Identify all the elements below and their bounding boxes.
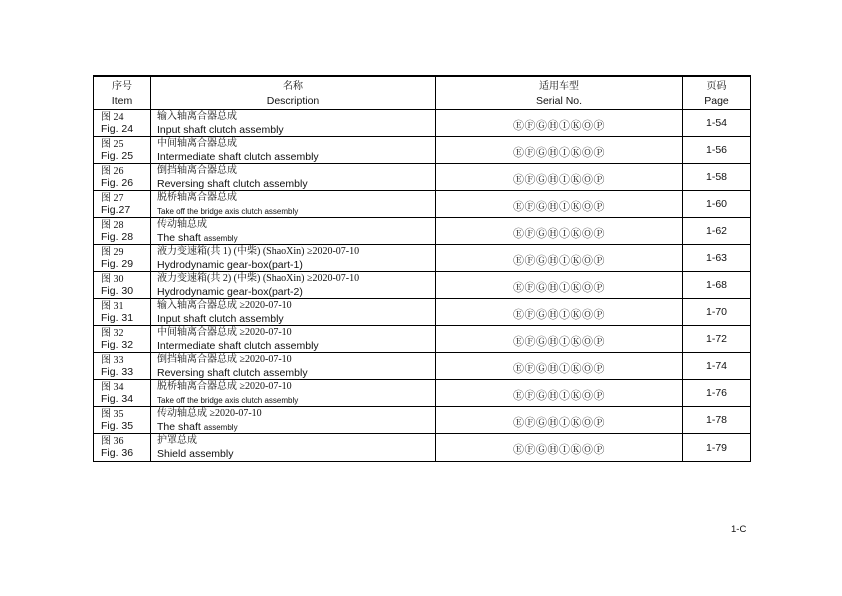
index-table xyxy=(93,75,751,462)
description-cell xyxy=(151,245,436,272)
item-cell xyxy=(94,380,151,407)
description-cell xyxy=(151,434,436,461)
serial-cell xyxy=(436,191,683,218)
serial-cell xyxy=(436,137,683,164)
description-en-line xyxy=(157,421,435,434)
serial-codes: ⒺⒻⒼⒽⒾⓀⓄⓅ xyxy=(513,118,605,132)
description-en-line xyxy=(157,124,435,137)
item-number-zh: 图 32 xyxy=(101,328,124,339)
item-cell xyxy=(94,110,151,137)
item-number-en: Fig. 31 xyxy=(101,311,134,324)
page-cell xyxy=(683,299,750,326)
description-en: Intermediate shaft clutch assembly xyxy=(157,340,319,352)
serial-codes: ⒺⒻⒼⒽⒾⓀⓄⓅ xyxy=(513,388,605,402)
item-number-zh: 图 27 xyxy=(101,193,124,204)
item-number-zh: 图 35 xyxy=(101,409,124,420)
item-number-zh: 图 25 xyxy=(101,139,124,150)
serial-cell xyxy=(436,326,683,353)
description-en: Hydrodynamic gear-box(part-2) xyxy=(157,286,303,298)
serial-cell xyxy=(436,353,683,380)
item-cell xyxy=(94,272,151,299)
item-cell xyxy=(94,299,151,326)
page-number: 1-74 xyxy=(705,360,727,372)
serial-codes: ⒺⒻⒼⒽⒾⓀⓄⓅ xyxy=(513,334,605,348)
page-number: 1-63 xyxy=(705,252,727,264)
page-cell xyxy=(683,164,750,191)
description-zh: 输入轴离合器总成 xyxy=(157,111,237,122)
description-cell xyxy=(151,191,436,218)
description-zh: 传动轴总成 xyxy=(157,219,207,230)
item-number-zh: 图 26 xyxy=(101,166,124,177)
serial-cell xyxy=(436,272,683,299)
description-en-line xyxy=(157,205,435,218)
item-number-zh: 图 28 xyxy=(101,220,124,231)
description-en-line xyxy=(157,232,435,245)
page-number: 1-70 xyxy=(705,306,727,318)
description-zh: 中间轴离合器总成 xyxy=(157,138,237,149)
serial-cell xyxy=(436,164,683,191)
description-en: Input shaft clutch assembly xyxy=(157,124,284,136)
description-en: Reversing shaft clutch assembly xyxy=(157,178,308,190)
item-cell xyxy=(94,326,151,353)
item-number-en: Fig. 24 xyxy=(101,122,134,135)
description-cell xyxy=(151,407,436,434)
item-cell xyxy=(94,245,151,272)
description-en: The shaft xyxy=(157,232,201,244)
header-page-en: Page xyxy=(704,95,729,107)
description-zh: 输入轴离合器总成 ≥2020-07-10 xyxy=(157,300,292,311)
serial-codes: ⒺⒻⒼⒽⒾⓀⓄⓅ xyxy=(513,415,605,429)
item-number-en: Fig. 26 xyxy=(101,176,134,189)
header-description-en: Description xyxy=(266,95,320,107)
serial-codes: ⒺⒻⒼⒽⒾⓀⓄⓅ xyxy=(513,253,605,267)
description-en: The shaft xyxy=(157,421,201,433)
item-number-en: Fig. 25 xyxy=(101,149,134,162)
serial-codes: ⒺⒻⒼⒽⒾⓀⓄⓅ xyxy=(513,226,605,240)
item-cell xyxy=(94,164,151,191)
serial-cell xyxy=(436,110,683,137)
page-cell xyxy=(683,326,750,353)
header-item-zh: 序号 xyxy=(112,81,132,92)
serial-cell xyxy=(436,218,683,245)
description-en-line xyxy=(157,394,435,407)
description-en-line xyxy=(157,340,435,353)
item-cell xyxy=(94,218,151,245)
page-number: 1-56 xyxy=(705,144,727,156)
item-cell xyxy=(94,407,151,434)
serial-codes: ⒺⒻⒼⒽⒾⓀⓄⓅ xyxy=(513,361,605,375)
page-number: 1-62 xyxy=(705,225,727,237)
description-zh: 脱桥轴离合器总成 xyxy=(157,192,237,203)
page-cell xyxy=(683,245,750,272)
item-number-zh: 图 31 xyxy=(101,301,124,312)
item-number-zh: 图 29 xyxy=(101,247,124,258)
header-item-en: Item xyxy=(111,95,133,107)
item-cell xyxy=(94,137,151,164)
description-cell xyxy=(151,299,436,326)
description-zh: 脱桥轴离合器总成 ≥2020-07-10 xyxy=(157,381,292,392)
page-number: 1-76 xyxy=(705,387,727,399)
item-number-zh: 图 24 xyxy=(101,112,124,123)
serial-codes: ⒺⒻⒼⒽⒾⓀⓄⓅ xyxy=(513,172,605,186)
description-en: Shield assembly xyxy=(157,448,234,460)
serial-cell xyxy=(436,299,683,326)
description-en-line xyxy=(157,286,435,299)
serial-codes: ⒺⒻⒼⒽⒾⓀⓄⓅ xyxy=(513,443,605,456)
serial-codes: ⒺⒻⒼⒽⒾⓀⓄⓅ xyxy=(513,307,605,321)
item-number-en: Fig. 34 xyxy=(101,392,134,405)
item-number-en: Fig. 32 xyxy=(101,338,134,351)
page-number: 1-58 xyxy=(705,171,727,183)
header-serial xyxy=(436,77,683,110)
item-number-en: Fig. 36 xyxy=(101,446,134,459)
item-number-en: Fig. 33 xyxy=(101,365,134,378)
page-cell xyxy=(683,434,750,461)
item-number-en: Fig. 30 xyxy=(101,284,134,297)
description-en: Hydrodynamic gear-box(part-1) xyxy=(157,259,303,271)
description-cell xyxy=(151,110,436,137)
description-zh: 倒挡轴离合器总成 ≥2020-07-10 xyxy=(157,354,292,365)
description-en-small: Take off the bridge axis clutch assembly xyxy=(157,396,299,405)
item-cell xyxy=(94,434,151,461)
description-cell xyxy=(151,164,436,191)
page-number: 1-72 xyxy=(705,333,727,345)
page-cell xyxy=(683,191,750,218)
description-cell xyxy=(151,272,436,299)
serial-codes: ⒺⒻⒼⒽⒾⓀⓄⓅ xyxy=(513,199,605,213)
description-cell xyxy=(151,380,436,407)
description-cell xyxy=(151,137,436,164)
description-en-line xyxy=(157,313,435,326)
page-number: 1-54 xyxy=(705,117,727,129)
description-zh: 液力变速箱(共 2) (中柴) (ShaoXin) ≥2020-07-10 xyxy=(157,273,360,284)
description-cell xyxy=(151,353,436,380)
page-cell xyxy=(683,407,750,434)
description-en-line xyxy=(157,151,435,164)
item-number-en: Fig. 28 xyxy=(101,230,134,243)
item-number-zh: 图 36 xyxy=(101,436,124,447)
description-cell xyxy=(151,326,436,353)
item-number-zh: 图 34 xyxy=(101,382,124,393)
page-cell xyxy=(683,272,750,299)
description-en-small: Take off the bridge axis clutch assembly xyxy=(157,207,299,216)
header-serial-en: Serial No. xyxy=(535,95,583,107)
description-zh: 传动轴总成 ≥2020-07-10 xyxy=(157,408,262,419)
description-en-line xyxy=(157,259,435,272)
page-cell xyxy=(683,380,750,407)
page-cell xyxy=(683,137,750,164)
description-en: Input shaft clutch assembly xyxy=(157,313,284,325)
page-cell xyxy=(683,218,750,245)
item-number-en: Fig.27 xyxy=(101,203,131,216)
item-number-zh: 图 30 xyxy=(101,274,124,285)
description-zh: 倒挡轴离合器总成 xyxy=(157,165,237,176)
item-cell xyxy=(94,353,151,380)
header-page xyxy=(683,77,750,110)
description-en-small: assembly xyxy=(203,423,238,432)
page-number: 1-79 xyxy=(705,441,727,454)
description-en: Intermediate shaft clutch assembly xyxy=(157,151,319,163)
item-number-zh: 图 33 xyxy=(101,355,124,366)
page-number: 1-78 xyxy=(705,414,727,426)
page-number: 1-68 xyxy=(705,279,727,291)
serial-codes: ⒺⒻⒼⒽⒾⓀⓄⓅ xyxy=(513,280,605,294)
item-number-en: Fig. 35 xyxy=(101,419,134,432)
description-zh: 液力变速箱(共 1) (中柴) (ShaoXin) ≥2020-07-10 xyxy=(157,246,360,257)
description-cell xyxy=(151,218,436,245)
header-page-zh: 页码 xyxy=(706,81,727,92)
description-en-small: assembly xyxy=(203,234,238,243)
page-number: 1-60 xyxy=(705,198,727,210)
page-code: 1-C xyxy=(731,524,747,535)
serial-cell xyxy=(436,380,683,407)
serial-cell xyxy=(436,407,683,434)
header-serial-zh: 适用车型 xyxy=(539,81,579,92)
page-cell xyxy=(683,353,750,380)
description-en: Reversing shaft clutch assembly xyxy=(157,367,308,379)
header-item xyxy=(94,77,151,110)
serial-cell xyxy=(436,434,683,461)
serial-codes: ⒺⒻⒼⒽⒾⓀⓄⓅ xyxy=(513,145,605,159)
header-description xyxy=(151,77,436,110)
description-en-line xyxy=(157,367,435,380)
serial-cell xyxy=(436,245,683,272)
page-cell xyxy=(683,110,750,137)
description-en-line xyxy=(157,178,435,191)
description-en-line xyxy=(157,448,435,461)
header-description-zh: 名称 xyxy=(283,81,303,92)
item-cell xyxy=(94,191,151,218)
description-zh: 中间轴离合器总成 ≥2020-07-10 xyxy=(157,327,292,338)
item-number-en: Fig. 29 xyxy=(101,257,134,270)
description-zh: 护罩总成 xyxy=(157,435,197,446)
